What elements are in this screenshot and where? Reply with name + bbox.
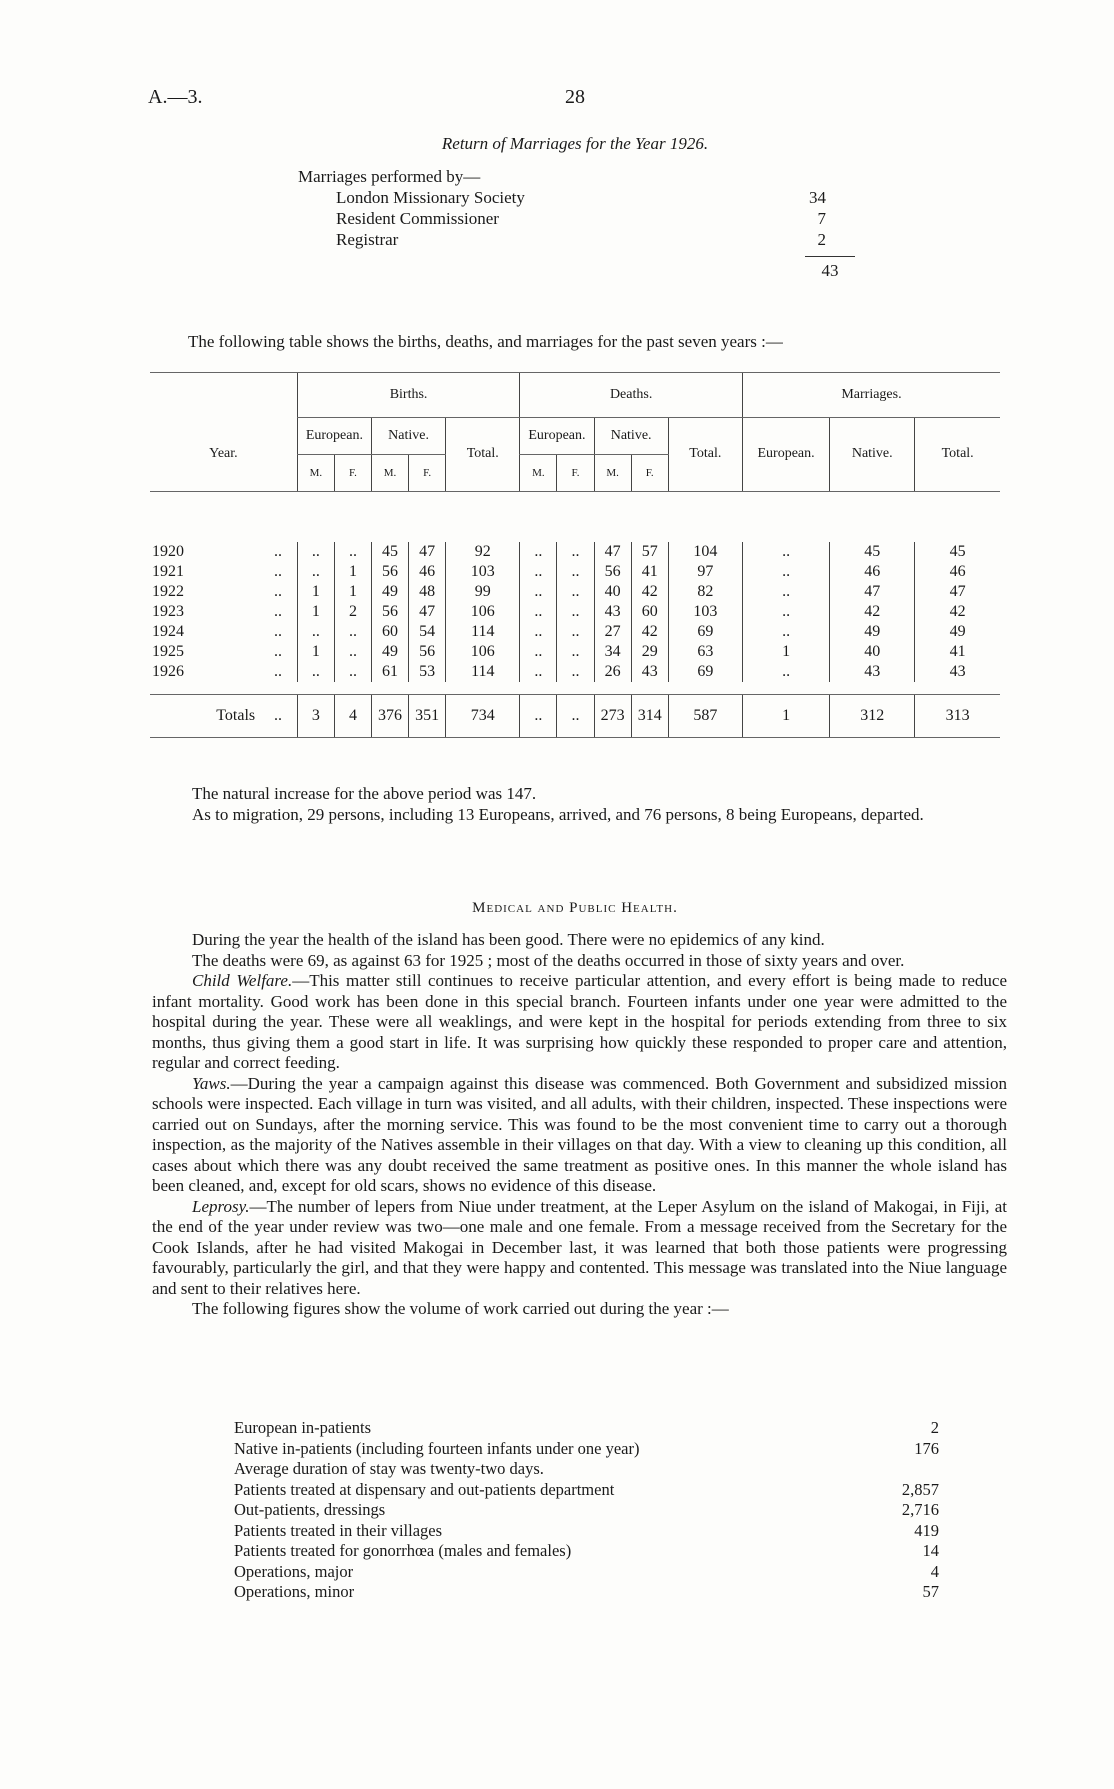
cell-mt: 41 [915, 642, 1000, 662]
cell-mn: 46 [830, 562, 915, 582]
cell-mn: 40 [830, 642, 915, 662]
cell-mt: 42 [915, 602, 1000, 622]
yaws-text: —During the year a campaign against this disease was commenced. Both Government and subsidized mission schools were inspected. Each village in turn was visited, and all adults, with their children, inspected. These inspections were carried out on Sundays, after the morning service. This was found to be the most convenient time to carry out a thorough inspection, as the majority of the Natives assemble in their villages on that day. With a view to cleaning up this condition, all cases about which there was any doubt received the same treatment as positive ones. In this manner the whole island has been cleaned, and, except for old scars, shows no evidence of this disease. [152, 1073, 1007, 1195]
total-de-f: .. [557, 695, 594, 738]
cell-dt: 63 [668, 642, 742, 662]
cell-bn-f: 54 [409, 622, 446, 642]
cell-bn-f: 46 [409, 562, 446, 582]
page-number: 28 [565, 86, 585, 108]
cell-dn-f: 57 [631, 542, 668, 562]
marriage-row [298, 187, 858, 208]
work-row-label: Operations, minor [234, 1582, 355, 1601]
marriages-native-header: Native. [830, 417, 915, 491]
births-header: Births. [297, 373, 520, 418]
births-european-header: European. [297, 417, 371, 454]
marriages-european-header: European. [742, 417, 829, 491]
marriage-row-value: 7 [817, 209, 826, 228]
total-mn: 312 [830, 695, 915, 738]
cell-mt: 46 [915, 562, 1000, 582]
cell-bt: 114 [446, 622, 520, 642]
total-bn-f: 351 [409, 695, 446, 738]
cell-bn-m: 49 [371, 642, 408, 662]
cell-dn-f: 41 [631, 562, 668, 582]
work-row-value: 2,857 [901, 1479, 939, 1499]
vital-statistics-body [150, 542, 1000, 738]
deaths-total-header: Total. [668, 417, 742, 491]
cell-be-m: .. [297, 542, 334, 562]
cell-dn-f: 29 [631, 642, 668, 662]
year-header: Year. [150, 417, 297, 491]
total-dn-f: 314 [631, 695, 668, 738]
table-lead-text: The following table shows the births, deaths, and marriages for the past seven years :— [188, 332, 783, 351]
work-row-label: Average duration of stay was twenty-two days. [234, 1459, 544, 1478]
work-row-value: 2 [930, 1418, 939, 1437]
cell-be-m: 1 [297, 602, 334, 622]
row-dots: .. [273, 663, 282, 680]
cell-dn-f: 42 [631, 582, 668, 602]
cell-dn-m: 34 [594, 642, 631, 662]
cell-dt: 82 [668, 582, 742, 602]
births-total-header: Total. [446, 417, 520, 491]
row-dots: .. [273, 543, 282, 560]
marriage-row-value: 34 [809, 188, 826, 207]
section-heading-text: Medical and Public Health. [472, 900, 678, 916]
row-year: 1925 [152, 643, 184, 660]
cell-mn: 47 [830, 582, 915, 602]
total-mt: 313 [915, 695, 1000, 738]
cell-bn-f: 48 [409, 582, 446, 602]
report-code: A.—3. [148, 86, 203, 108]
increase-text [152, 784, 1007, 825]
cell-de-m: .. [520, 542, 557, 562]
cell-be-m: .. [297, 662, 334, 682]
cell-me: .. [742, 542, 829, 562]
cell-dn-m: 26 [594, 662, 631, 682]
sex-header-f: F. [409, 454, 446, 491]
total-de-m: .. [520, 695, 557, 738]
cell-dn-f: 42 [631, 622, 668, 642]
cell-bn-m: 56 [371, 562, 408, 582]
deaths-header: Deaths. [520, 373, 743, 418]
table-row [150, 562, 1000, 582]
total-be-f: 4 [334, 695, 371, 738]
cell-bn-f: 47 [409, 542, 446, 562]
cell-dn-f: 60 [631, 602, 668, 622]
births-native-header: Native. [371, 417, 445, 454]
marriage-row-value: 2 [817, 230, 826, 249]
increase-paragraph: The natural increase for the above period was 147. [192, 784, 537, 803]
cell-bn-m: 60 [371, 622, 408, 642]
cell-bn-m: 49 [371, 582, 408, 602]
cell-me: .. [742, 582, 829, 602]
cell-de-m: .. [520, 622, 557, 642]
cell-mt: 47 [915, 582, 1000, 602]
cell-me: 1 [742, 642, 829, 662]
cell-bn-f: 56 [409, 642, 446, 662]
cell-bn-m: 45 [371, 542, 408, 562]
work-row [234, 1521, 939, 1542]
cell-dn-m: 27 [594, 622, 631, 642]
cell-me: .. [742, 662, 829, 682]
cell-bt: 92 [446, 542, 520, 562]
cell-be-f: .. [334, 662, 371, 682]
total-me: 1 [742, 695, 829, 738]
work-row [234, 1500, 939, 1521]
cell-de-f: .. [557, 542, 594, 562]
leprosy-text: —The number of lepers from Niue under treatment, at the Leper Asylum on the island of Makogai, in Fiji, at the end of the year under review was two—one male and one female. From a message received from the Secretary for the Cook Islands, after he had visited Makogai in December last, it was learned that both those patients were progressing favourably, particularly the girl, and that they were happy and contented. This message was translated into the Niue language and sent to their relatives here. [152, 1196, 1007, 1298]
marriages-return-title: Return of Marriages for the Year 1926. [441, 134, 709, 153]
cell-mt: 45 [915, 542, 1000, 562]
section-heading [0, 900, 1114, 917]
deaths-european-header: European. [520, 417, 594, 454]
row-year: 1922 [152, 583, 184, 600]
marriage-row-label: Resident Commissioner [336, 209, 499, 228]
cell-bt: 114 [446, 662, 520, 682]
work-row-label: Operations, major [234, 1561, 354, 1581]
totals-row [150, 695, 1000, 738]
cell-dt: 97 [668, 562, 742, 582]
cell-be-f: 1 [334, 562, 371, 582]
cell-me: .. [742, 562, 829, 582]
work-lead: The following figures show the volume of work carried out during the year :— [192, 1299, 729, 1318]
cell-de-f: .. [557, 582, 594, 602]
cell-be-m: 1 [297, 582, 334, 602]
cell-be-f: .. [334, 642, 371, 662]
cell-be-m: .. [297, 622, 334, 642]
cell-me: .. [742, 602, 829, 622]
cell-mt: 49 [915, 622, 1000, 642]
total-bn-m: 376 [371, 695, 408, 738]
cell-mn: 43 [830, 662, 915, 682]
cell-de-f: .. [557, 602, 594, 622]
work-figures [234, 1418, 939, 1603]
health-paragraph: During the year the health of the island has been good. There were no epidemics of any kind. [192, 930, 825, 949]
deaths-native-header: Native. [594, 417, 668, 454]
cell-mt: 43 [915, 662, 1000, 682]
row-dots: .. [273, 583, 282, 600]
total-bt: 734 [446, 695, 520, 738]
marriage-row-label: Registrar [336, 230, 399, 249]
work-row-label: European in-patients [234, 1418, 371, 1437]
cell-de-m: .. [520, 602, 557, 622]
work-row-value [879, 1459, 939, 1480]
cell-dn-f: 43 [631, 662, 668, 682]
health-section [152, 930, 1007, 1320]
deaths-paragraph: The deaths were 69, as against 63 for 1925 ; most of the deaths occurred in those of sixty years and over. [192, 950, 905, 970]
work-row [234, 1459, 939, 1480]
cell-de-m: .. [520, 582, 557, 602]
totals-label: Totals [150, 695, 259, 738]
cell-bn-f: 53 [409, 662, 446, 682]
cell-mn: 49 [830, 622, 915, 642]
row-year: 1926 [152, 663, 184, 680]
row-dots: .. [273, 603, 282, 620]
work-row [234, 1480, 939, 1501]
cell-bn-f: 47 [409, 602, 446, 622]
cell-dn-m: 47 [594, 542, 631, 562]
table-row [150, 642, 1000, 662]
cell-bt: 99 [446, 582, 520, 602]
yaws-paragraph [152, 1074, 1007, 1197]
work-row-value: 176 [914, 1438, 939, 1458]
work-row-value: 2,716 [901, 1500, 939, 1519]
table-row [150, 602, 1000, 622]
cell-bt: 103 [446, 562, 520, 582]
work-row [234, 1562, 939, 1583]
leprosy-paragraph [152, 1197, 1007, 1300]
work-row [234, 1582, 939, 1603]
row-year: 1924 [152, 623, 184, 640]
cell-be-f: .. [334, 622, 371, 642]
vital-statistics-table [150, 372, 1000, 506]
cell-de-m: .. [520, 642, 557, 662]
sex-header-m: M. [371, 454, 408, 491]
sex-header-m: M. [520, 454, 557, 491]
cell-bn-m: 56 [371, 602, 408, 622]
cell-be-f: .. [334, 542, 371, 562]
cell-bt: 106 [446, 602, 520, 622]
sex-header-f: F. [334, 454, 371, 491]
marriages-lead: Marriages performed by— [298, 167, 481, 186]
row-year: 1920 [152, 543, 184, 560]
cell-dt: 69 [668, 662, 742, 682]
cell-de-f: .. [557, 562, 594, 582]
table-row [150, 542, 1000, 562]
work-row-label: Patients treated at dispensary and out-patients department [234, 1479, 615, 1499]
total-dt: 587 [668, 695, 742, 738]
work-row [234, 1418, 939, 1439]
cell-me: .. [742, 622, 829, 642]
child-welfare-paragraph [152, 971, 1007, 1074]
cell-be-f: 1 [334, 582, 371, 602]
sex-header-f: F. [557, 454, 594, 491]
child-welfare-text: —This matter still continues to receive particular attention, and every effort is being made to reduce infant mortality. Good work has been done in this special branch. Fourteen infants under one year were admitted to the hospital during the year. These were all weaklings, and were kept in the hospital for periods extending from three to six months, thus giving them a good start in life. It was surprising how quickly these responded to proper care and attention, regular and correct feeding. [152, 971, 1007, 1072]
cell-de-f: .. [557, 642, 594, 662]
row-dots: .. [273, 563, 282, 580]
cell-be-m: 1 [297, 642, 334, 662]
row-year: 1921 [152, 563, 184, 580]
work-row [234, 1439, 939, 1460]
cell-bn-m: 61 [371, 662, 408, 682]
totals-dots: .. [259, 695, 297, 738]
work-row-value: 14 [922, 1541, 939, 1560]
table-row [150, 662, 1000, 682]
cell-mn: 42 [830, 602, 915, 622]
child-welfare-label: Child Welfare. [192, 971, 293, 990]
marriages-summary [298, 166, 858, 250]
marriage-row-label: London Missionary Society [336, 188, 525, 207]
cell-be-m: .. [297, 562, 334, 582]
work-row-label: Patients treated for gonorrhœa (males and females) [234, 1541, 572, 1560]
work-row-label: Out-patients, dressings [234, 1500, 386, 1519]
sex-header-f: F. [631, 454, 668, 491]
migration-paragraph: As to migration, 29 persons, including 13 Europeans, arrived, and 76 persons, 8 being Europeans, departed. [192, 804, 924, 824]
marriage-row [298, 229, 858, 250]
cell-de-f: .. [557, 662, 594, 682]
table-row [150, 582, 1000, 602]
total-dn-m: 273 [594, 695, 631, 738]
cell-dt: 103 [668, 602, 742, 622]
row-year: 1923 [152, 603, 184, 620]
cell-de-m: .. [520, 662, 557, 682]
work-row-label: Patients treated in their villages [234, 1520, 443, 1540]
cell-dn-m: 40 [594, 582, 631, 602]
table-row [150, 622, 1000, 642]
sex-header-m: M. [297, 454, 334, 491]
work-row [234, 1541, 939, 1562]
cell-dn-m: 43 [594, 602, 631, 622]
work-row-label: Native in-patients (including fourteen infants under one year) [234, 1438, 640, 1458]
marriage-row [298, 208, 858, 229]
cell-bt: 106 [446, 642, 520, 662]
work-row-value: 419 [914, 1520, 939, 1540]
cell-de-f: .. [557, 622, 594, 642]
row-dots: .. [273, 623, 282, 640]
cell-be-f: 2 [334, 602, 371, 622]
row-dots: .. [273, 643, 282, 660]
cell-de-m: .. [520, 562, 557, 582]
work-row-value: 57 [922, 1582, 939, 1601]
cell-dn-m: 56 [594, 562, 631, 582]
total-be-m: 3 [297, 695, 334, 738]
marriages-total-header: Total. [915, 417, 1000, 491]
marriages-total: 43 [805, 256, 855, 281]
sex-header-m: M. [594, 454, 631, 491]
cell-dt: 104 [668, 542, 742, 562]
work-row-value: 4 [930, 1561, 939, 1581]
cell-dt: 69 [668, 622, 742, 642]
cell-mn: 45 [830, 542, 915, 562]
marriages-header: Marriages. [742, 373, 1000, 418]
leprosy-label: Leprosy. [192, 1196, 250, 1216]
yaws-label: Yaws. [192, 1073, 231, 1093]
